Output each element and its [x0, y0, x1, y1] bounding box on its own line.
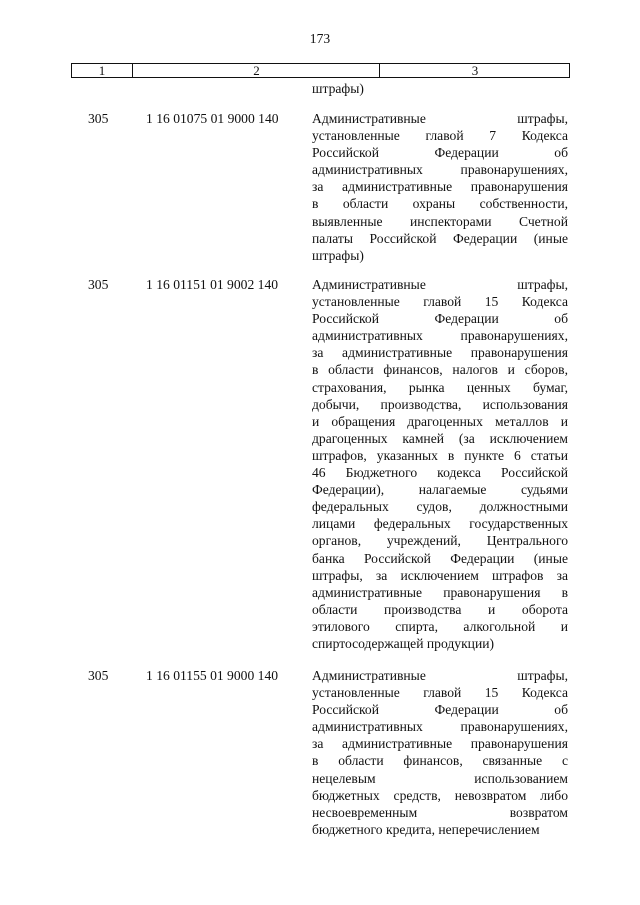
description-line: спиртосодержащей продукции): [312, 635, 495, 651]
revenue-description: [312, 276, 568, 652]
description-line: за административные правонарушения: [312, 736, 568, 752]
description-line: административных правонарушениях,: [312, 162, 568, 178]
continuation-text: штрафы): [312, 81, 364, 96]
description-line: установленные главой 15 Кодекса: [312, 294, 568, 310]
description-line: федеральных судов, должностными: [312, 499, 568, 515]
description-line: бюджетного кредита, неперечислением: [312, 821, 540, 837]
description-line: Административные штрафы,: [312, 668, 568, 683]
budget-classification-code: 1 16 01075 01 9000 140: [146, 111, 279, 126]
description-line: в области финансов, связанные с: [312, 753, 568, 769]
description-line: этилового спирта, алкогольной и: [312, 618, 568, 634]
description-line: установленные главой 7 Кодекса: [312, 128, 568, 144]
description-line: установленные главой 15 Кодекса: [312, 685, 568, 701]
header-col-1: 1: [98, 63, 106, 78]
description-line: Российской Федерации об: [312, 311, 568, 327]
page-number: 173: [309, 31, 331, 46]
description-line: Административные штрафы,: [312, 277, 568, 292]
description-line: области производства и оборота: [312, 601, 568, 617]
budget-classification-code: 1 16 01155 01 9000 140: [146, 668, 279, 683]
description-line: административных правонарушениях,: [312, 328, 568, 344]
description-line: банка Российской Федерации (иные: [312, 550, 568, 566]
description-line: в области финансов, налогов и сборов,: [312, 362, 568, 378]
description-line: бюджетных средств, невозвратом либо: [312, 787, 568, 803]
description-line: нецелевым использованием: [312, 770, 568, 786]
description-line: выявленные инспекторами Счетной: [312, 213, 568, 229]
admin-code: 305: [88, 111, 109, 126]
description-line: Российской Федерации об: [312, 145, 568, 161]
admin-code: 305: [88, 668, 109, 683]
description-line: штрафов, указанных в пункте 6 статьи: [312, 447, 568, 463]
description-line: органов, учреждений, Центрального: [312, 533, 568, 549]
description-line: несвоевременным возвратом: [312, 804, 568, 820]
table-header: [71, 63, 570, 78]
admin-code: 305: [88, 277, 109, 292]
header-col-2: 2: [132, 64, 380, 77]
description-line: Федерации), налагаемые судьями: [312, 482, 568, 498]
revenue-description: [312, 667, 568, 838]
description-line: административные правонарушения в: [312, 584, 568, 600]
description-line: Административные штрафы,: [312, 111, 568, 126]
revenue-description: [312, 110, 568, 264]
description-line: Российской Федерации об: [312, 702, 568, 718]
description-line: палаты Российской Федерации (иные: [312, 230, 568, 246]
header-col-3: 3: [379, 64, 570, 77]
description-line: административных правонарушениях,: [312, 719, 568, 735]
description-line: и обращения драгоценных металлов и: [312, 413, 568, 429]
description-line: лицами федеральных государственных: [312, 516, 568, 532]
budget-classification-code: 1 16 01151 01 9002 140: [146, 277, 279, 292]
description-line: за административные правонарушения: [312, 345, 568, 361]
description-line: 46 Бюджетного кодекса Российской: [312, 465, 568, 481]
description-line: добычи, производства, использования: [312, 396, 568, 412]
description-line: драгоценных камней (за исключением: [312, 430, 568, 446]
description-line: в области охраны собственности,: [312, 196, 568, 212]
description-line: штрафы, за исключением штрафов за: [312, 567, 568, 583]
description-line: штрафы): [312, 247, 364, 263]
description-line: страхования, рынка ценных бумаг,: [312, 379, 568, 395]
description-line: за административные правонарушения: [312, 179, 568, 195]
